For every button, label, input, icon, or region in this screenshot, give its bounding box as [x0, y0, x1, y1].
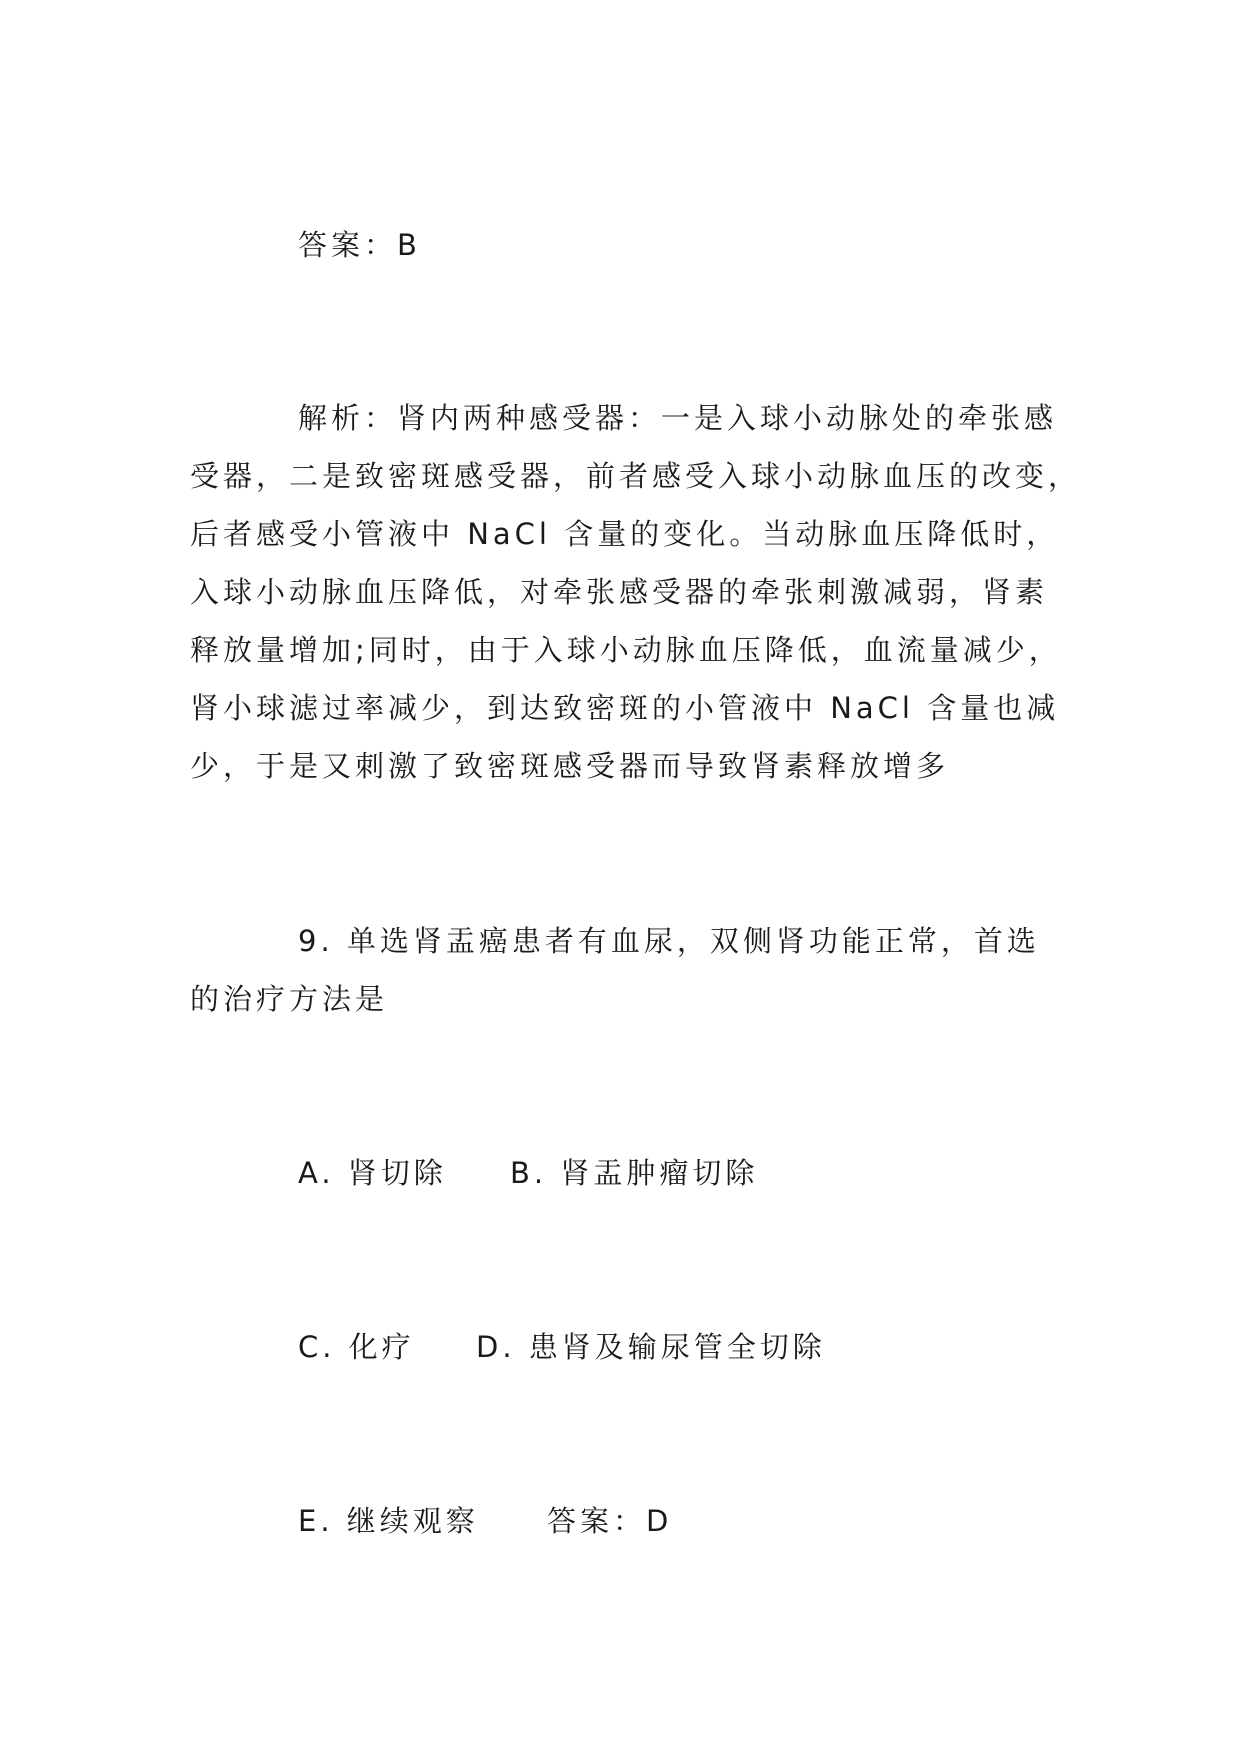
analysis-line-2: 受器，二是致密斑感受器，前者感受入球小动脉血压的改变，	[190, 459, 1082, 493]
option-b: B. 肾盂肿瘤切除	[510, 1156, 759, 1190]
analysis-line-4: 入球小动脉血压降低，对牵张感受器的牵张刺激减弱，肾素	[190, 575, 1049, 609]
option-e: E. 继续观察	[298, 1504, 479, 1538]
previous-answer: 答案：B	[298, 228, 421, 262]
option-d: D. 患肾及输尿管全切除	[476, 1330, 826, 1364]
analysis-line-3: 后者感受小管液中 NaCl 含量的变化。当动脉血压降低时，	[190, 517, 1060, 551]
option-c: C. 化疗	[298, 1330, 415, 1364]
option-a: A. 肾切除	[298, 1156, 447, 1190]
answer: 答案：D	[547, 1504, 673, 1538]
analysis-line-1: 解析：肾内两种感受器：一是入球小动脉处的牵张感	[298, 401, 1058, 435]
analysis-line-7: 少，于是又刺激了致密斑感受器而导致肾素释放增多	[190, 749, 950, 783]
question-line-2: 的治疗方法是	[190, 982, 389, 1016]
analysis-line-5: 释放量增加;同时，由于入球小动脉血压降低，血流量减少，	[190, 633, 1062, 667]
analysis-line-6: 肾小球滤过率减少，到达致密斑的小管液中 NaCl 含量也减	[190, 691, 1060, 725]
question-line-1: 9. 单选肾盂癌患者有血尿，双侧肾功能正常，首选	[298, 924, 1040, 958]
